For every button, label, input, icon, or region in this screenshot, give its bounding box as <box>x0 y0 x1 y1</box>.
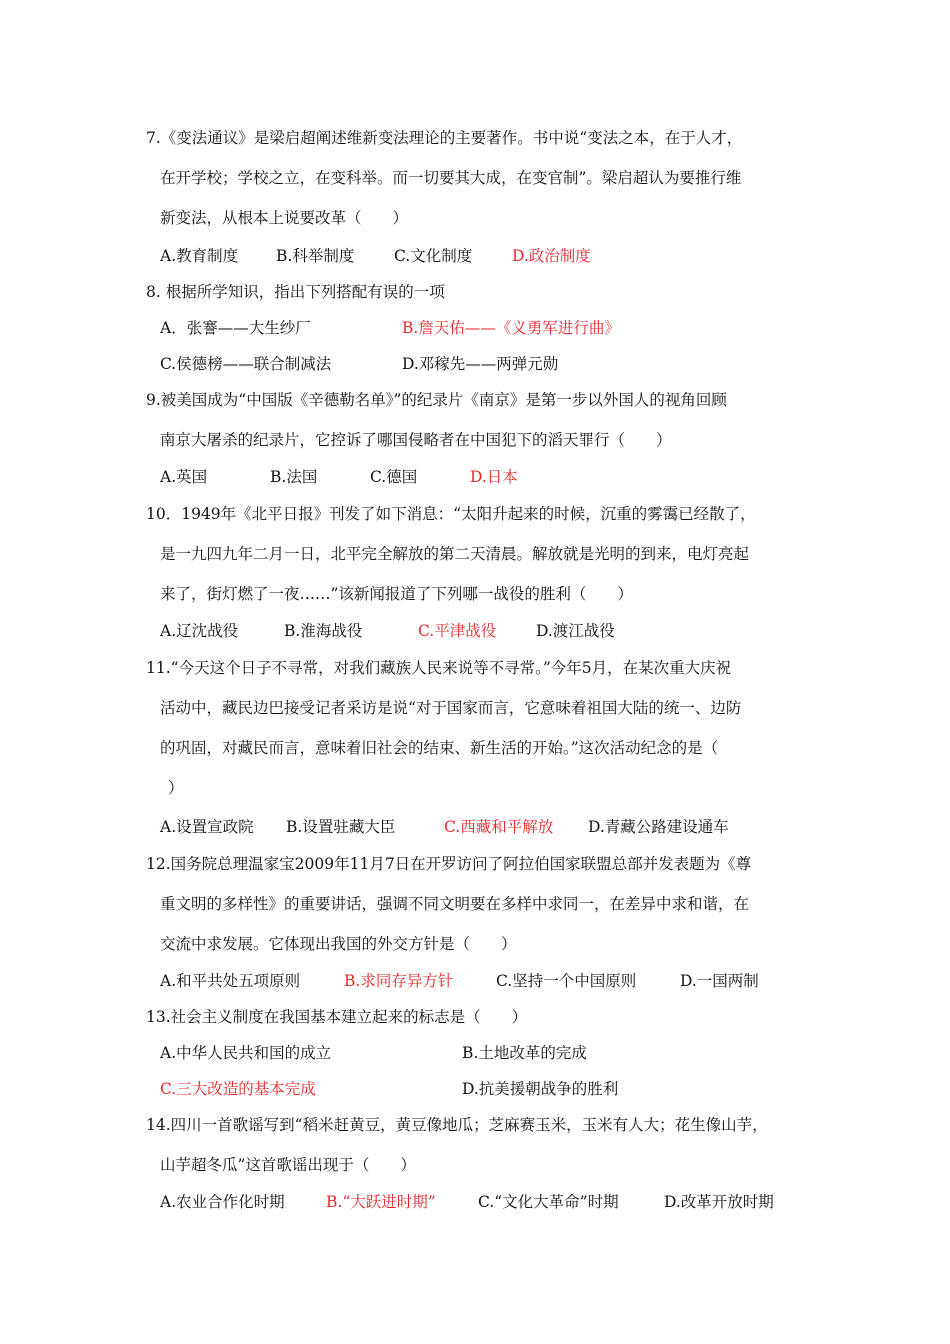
q11-option-a: A.设置宣政院 <box>160 818 254 836</box>
q14-option-b-answer: B.“大跃进时期” <box>326 1193 436 1211</box>
q9-option-b: B.法国 <box>270 468 318 486</box>
q12-stem-line-3: 交流中求发展。它体现出我国的外交方针是（ ） <box>160 935 517 953</box>
q11-stem-line-2: 活动中，藏民边巴接受记者采访是说“对于国家而言，它意味着祖国大陆的统一、边防 <box>160 699 742 717</box>
q11-stem-line-1: 11.“今天这个日子不寻常，对我们藏族人民来说等不寻常。”今年5月，在某次重大庆祝 <box>146 659 732 677</box>
q8-stem-line-1: 8. 根据所学知识，指出下列搭配有误的一项 <box>146 283 445 301</box>
q12-stem-line-2: 重文明的多样性》的重要讲话，强调不同文明要在多样中求同一，在差异中求和谐，在 <box>160 895 750 913</box>
q11-option-c-answer: C.西藏和平解放 <box>444 818 554 836</box>
q14-option-d: D.改革开放时期 <box>664 1193 774 1211</box>
q10-stem-line-3: 来了，街灯燃了一夜……”该新闻报道了下列哪一战役的胜利（ ） <box>160 585 633 603</box>
q8-option-d: D.邓稼先——两弹元勋 <box>402 355 559 373</box>
q11-stem-line-3: 的巩固，对藏民而言，意味着旧社会的结束、新生活的开始。”这次活动纪念的是（ <box>160 739 719 757</box>
q10-stem-line-2: 是一九四九年二月一日，北平完全解放的第二天清晨。解放就是光明的到来，电灯亮起 <box>160 545 750 563</box>
q13-option-c-answer: C.三大改造的基本完成 <box>160 1080 316 1098</box>
q12-option-b-answer: B.求同存异方针 <box>344 972 454 990</box>
q12-option-c: C.坚持一个中国原则 <box>496 972 637 990</box>
q13-option-b: B.土地改革的完成 <box>462 1044 587 1062</box>
q9-option-c: C.德国 <box>370 468 418 486</box>
q9-stem-line-1: 9.被美国成为“中国版《辛德勒名单》”的纪录片《南京》是第一步以外国人的视角回顾 <box>146 391 727 409</box>
q12-option-a: A.和平共处五项原则 <box>160 972 301 990</box>
q11-option-b: B.设置驻藏大臣 <box>286 818 396 836</box>
q9-option-a: A.英国 <box>160 468 208 486</box>
q10-option-c-answer: C.平津战役 <box>418 622 497 640</box>
q12-stem-line-1: 12.国务院总理温家宝2009年11月7日在开罗访问了阿拉伯国家联盟总部并发表题为《尊 <box>146 855 752 873</box>
q10-option-b: B.淮海战役 <box>284 622 363 640</box>
q7-option-c: C.文化制度 <box>394 247 473 265</box>
q7-option-b: B.科举制度 <box>276 247 355 265</box>
q7-stem-line-2: 在开学校；学校之立，在变科举。而一切要其大成，在变官制”。梁启超认为要推行维 <box>160 169 742 187</box>
q7-option-a: A.教育制度 <box>160 247 239 265</box>
q10-option-a: A.辽沈战役 <box>160 622 239 640</box>
q13-stem-line-1: 13.社会主义制度在我国基本建立起来的标志是（ ） <box>146 1008 528 1026</box>
q7-option-d-answer: D.政治制度 <box>512 247 591 265</box>
q8-option-b-answer: B.詹天佑——《义勇军进行曲》 <box>402 319 620 337</box>
q10-stem-line-1: 10．1949年《北平日报》刊发了如下消息：“太阳升起来的时候，沉重的雾霭已经散了， <box>146 505 756 523</box>
q8-option-c: C.侯德榜——联合制减法 <box>160 355 332 373</box>
q10-option-d: D.渡江战役 <box>536 622 615 640</box>
q12-option-d: D.一国两制 <box>680 972 759 990</box>
q9-option-d-answer: D.日本 <box>470 468 518 486</box>
q13-option-a: A.中华人民共和国的成立 <box>160 1044 332 1062</box>
q9-stem-line-2: 南京大屠杀的纪录片，它控诉了哪国侵略者在中国犯下的滔天罪行（ ） <box>160 431 672 449</box>
q7-stem-line-3: 新变法，从根本上说要改革（ ） <box>160 209 409 227</box>
q8-option-a: A．张謇——大生纱厂 <box>160 319 311 337</box>
q11-stem-line-4: ） <box>168 779 184 797</box>
q14-option-a: A.农业合作化时期 <box>160 1193 285 1211</box>
q11-option-d: D.青藏公路建设通车 <box>588 818 729 836</box>
q13-option-d: D.抗美援朝战争的胜利 <box>462 1080 619 1098</box>
q14-stem-line-1: 14.四川一首歌谣写到“稻米赶黄豆，黄豆像地瓜；芝麻赛玉米，玉米有人大；花生像山芋， <box>146 1116 768 1134</box>
q14-option-c: C.“文化大革命”时期 <box>478 1193 619 1211</box>
q7-stem-line-1: 7.《变法通议》是梁启超阐述维新变法理论的主要著作。书中说“变法之本，在于人才， <box>146 129 743 147</box>
q14-stem-line-2: 山芋超冬瓜”这首歌谣出现于（ ） <box>160 1156 416 1174</box>
